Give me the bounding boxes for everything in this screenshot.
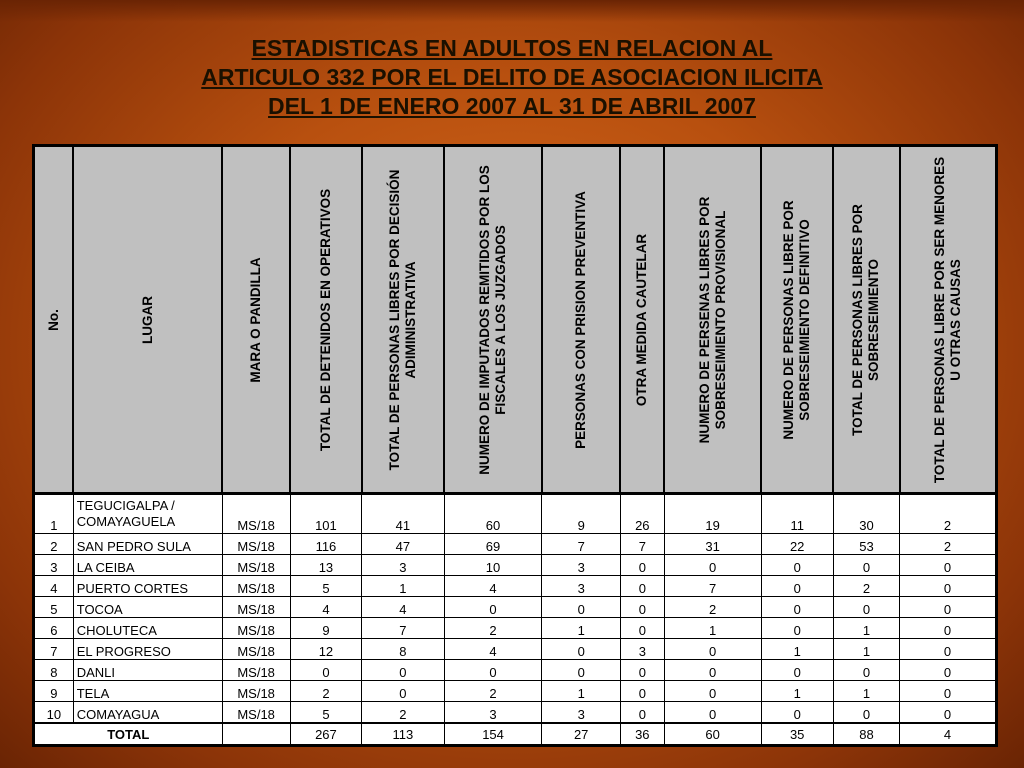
col-header-libres-admin: TOTAL DE PERSONAS LIBRES POR DECISIÓN ADIMINISTRATIVA — [362, 146, 445, 494]
table-row — [34, 494, 997, 534]
total-prision: 27 — [542, 723, 620, 746]
cell-total-sob: 0 — [833, 660, 899, 681]
cell-imputados: 10 — [444, 555, 542, 576]
cell-imputados: 69 — [444, 534, 542, 555]
total-libres-admin: 113 — [362, 723, 445, 746]
cell-lugar: CHOLUTECA — [73, 618, 222, 639]
cell-otra: 3 — [620, 639, 664, 660]
cell-imputados: 0 — [444, 660, 542, 681]
cell-detenidos: 2 — [290, 681, 361, 702]
cell-sob-prov: 19 — [664, 494, 761, 534]
table-row — [34, 555, 997, 576]
statistics-table — [32, 144, 998, 747]
cell-no: 9 — [34, 681, 74, 702]
cell-sob-def: 0 — [761, 576, 833, 597]
cell-prision: 3 — [542, 702, 620, 724]
cell-lugar: DANLI — [73, 660, 222, 681]
cell-prision: 9 — [542, 494, 620, 534]
cell-total-sob: 0 — [833, 597, 899, 618]
cell-mara: MS/18 — [222, 639, 290, 660]
cell-imputados: 4 — [444, 576, 542, 597]
cell-menores: 0 — [900, 639, 997, 660]
total-total-sob: 88 — [833, 723, 899, 746]
table-row — [34, 618, 997, 639]
table-row — [34, 660, 997, 681]
cell-sob-prov: 7 — [664, 576, 761, 597]
cell-prision: 1 — [542, 681, 620, 702]
cell-no: 8 — [34, 660, 74, 681]
cell-sob-def: 1 — [761, 639, 833, 660]
cell-mara: MS/18 — [222, 702, 290, 724]
cell-menores: 0 — [900, 618, 997, 639]
cell-detenidos: 12 — [290, 639, 361, 660]
cell-sob-prov: 0 — [664, 555, 761, 576]
cell-mara: MS/18 — [222, 618, 290, 639]
cell-prision: 3 — [542, 576, 620, 597]
cell-libres-admin: 0 — [362, 660, 445, 681]
col-header-otra-medida: OTRA MEDIDA CAUTELAR — [620, 146, 664, 494]
cell-menores: 0 — [900, 576, 997, 597]
cell-otra: 0 — [620, 660, 664, 681]
cell-libres-admin: 3 — [362, 555, 445, 576]
cell-prision: 0 — [542, 639, 620, 660]
cell-lugar: SAN PEDRO SULA — [73, 534, 222, 555]
cell-libres-admin: 4 — [362, 597, 445, 618]
table-row — [34, 576, 997, 597]
cell-mara: MS/18 — [222, 576, 290, 597]
cell-otra: 0 — [620, 576, 664, 597]
cell-sob-def: 0 — [761, 618, 833, 639]
cell-menores: 0 — [900, 555, 997, 576]
cell-otra: 0 — [620, 597, 664, 618]
cell-otra: 7 — [620, 534, 664, 555]
table-row — [34, 534, 997, 555]
cell-detenidos: 5 — [290, 702, 361, 724]
cell-mara: MS/18 — [222, 534, 290, 555]
cell-mara: MS/18 — [222, 597, 290, 618]
title-line-2: ARTICULO 332 POR EL DELITO DE ASOCIACION ILICITA — [201, 64, 823, 90]
cell-libres-admin: 1 — [362, 576, 445, 597]
cell-prision: 3 — [542, 555, 620, 576]
col-header-prision: PERSONAS CON PRISION PREVENTIVA — [542, 146, 620, 494]
cell-imputados: 3 — [444, 702, 542, 724]
col-header-no: No. — [34, 146, 74, 494]
cell-sob-def: 0 — [761, 597, 833, 618]
slide-title — [40, 34, 984, 121]
cell-sob-def: 0 — [761, 555, 833, 576]
total-imputados: 154 — [444, 723, 542, 746]
col-header-sob-definitivo: NUMERO DE PERSONAS LIBRE POR SOBRESEIMIENTO DEFINITIVO — [761, 146, 833, 494]
cell-total-sob: 0 — [833, 555, 899, 576]
total-sob-prov: 60 — [664, 723, 761, 746]
col-header-menores: TOTAL DE PERSONAS LIBRE POR SER MENORES U OTRAS CAUSAS — [900, 146, 997, 494]
cell-lugar: EL PROGRESO — [73, 639, 222, 660]
cell-detenidos: 0 — [290, 660, 361, 681]
cell-total-sob: 2 — [833, 576, 899, 597]
cell-total-sob: 1 — [833, 618, 899, 639]
cell-lugar: LA CEIBA — [73, 555, 222, 576]
total-detenidos: 267 — [290, 723, 361, 746]
col-header-sob-provisional: NUMERO DE PERSENAS LIBRES POR SOBRESEIMIENTO PROVISIONAL — [664, 146, 761, 494]
col-header-imputados: NUMERO DE IMPUTADOS REMITIDOS POR LOS FISCALES A LOS JUZGADOS — [444, 146, 542, 494]
col-header-mara: MARA O PANDILLA — [222, 146, 290, 494]
cell-detenidos: 5 — [290, 576, 361, 597]
cell-detenidos: 4 — [290, 597, 361, 618]
cell-menores: 0 — [900, 702, 997, 724]
cell-sob-prov: 1 — [664, 618, 761, 639]
cell-otra: 26 — [620, 494, 664, 534]
cell-sob-prov: 0 — [664, 639, 761, 660]
cell-menores: 0 — [900, 597, 997, 618]
cell-imputados: 2 — [444, 681, 542, 702]
total-sob-def: 35 — [761, 723, 833, 746]
col-header-total-sob: TOTAL DE PERSONAS LIBRES POR SOBRESEIMIENTO — [833, 146, 899, 494]
header-row — [34, 146, 997, 494]
cell-lugar: TOCOA — [73, 597, 222, 618]
cell-prision: 0 — [542, 660, 620, 681]
cell-no: 10 — [34, 702, 74, 724]
cell-sob-prov: 31 — [664, 534, 761, 555]
top-shade — [0, 0, 1024, 22]
cell-lugar: TEGUCIGALPA / COMAYAGUELA — [73, 494, 222, 534]
cell-total-sob: 0 — [833, 702, 899, 724]
cell-mara: MS/18 — [222, 681, 290, 702]
cell-imputados: 2 — [444, 618, 542, 639]
cell-sob-def: 1 — [761, 681, 833, 702]
cell-otra: 0 — [620, 702, 664, 724]
cell-imputados: 0 — [444, 597, 542, 618]
cell-menores: 0 — [900, 681, 997, 702]
cell-mara: MS/18 — [222, 494, 290, 534]
total-label: TOTAL — [34, 723, 223, 746]
totals-row — [34, 723, 997, 746]
cell-sob-prov: 2 — [664, 597, 761, 618]
cell-mara: MS/18 — [222, 555, 290, 576]
total-otra: 36 — [620, 723, 664, 746]
cell-libres-admin: 2 — [362, 702, 445, 724]
cell-prision: 1 — [542, 618, 620, 639]
cell-total-sob: 30 — [833, 494, 899, 534]
cell-sob-prov: 0 — [664, 681, 761, 702]
cell-sob-def: 0 — [761, 660, 833, 681]
cell-lugar: TELA — [73, 681, 222, 702]
cell-prision: 0 — [542, 597, 620, 618]
cell-no: 1 — [34, 494, 74, 534]
col-header-detenidos: TOTAL DE DETENIDOS EN OPERATIVOS — [290, 146, 361, 494]
cell-no: 5 — [34, 597, 74, 618]
cell-no: 6 — [34, 618, 74, 639]
cell-detenidos: 9 — [290, 618, 361, 639]
table-row — [34, 597, 997, 618]
cell-libres-admin: 7 — [362, 618, 445, 639]
cell-detenidos: 116 — [290, 534, 361, 555]
cell-total-sob: 53 — [833, 534, 899, 555]
cell-sob-def: 22 — [761, 534, 833, 555]
cell-no: 3 — [34, 555, 74, 576]
cell-menores: 2 — [900, 534, 997, 555]
cell-sob-prov: 0 — [664, 702, 761, 724]
cell-libres-admin: 0 — [362, 681, 445, 702]
cell-sob-def: 11 — [761, 494, 833, 534]
cell-otra: 0 — [620, 618, 664, 639]
table-row — [34, 681, 997, 702]
cell-mara: MS/18 — [222, 660, 290, 681]
cell-detenidos: 101 — [290, 494, 361, 534]
cell-detenidos: 13 — [290, 555, 361, 576]
cell-menores: 2 — [900, 494, 997, 534]
title-line-1: ESTADISTICAS EN ADULTOS EN RELACION AL — [251, 35, 773, 61]
cell-no: 7 — [34, 639, 74, 660]
cell-libres-admin: 41 — [362, 494, 445, 534]
table-row — [34, 639, 997, 660]
cell-libres-admin: 8 — [362, 639, 445, 660]
cell-imputados: 60 — [444, 494, 542, 534]
cell-no: 4 — [34, 576, 74, 597]
cell-no: 2 — [34, 534, 74, 555]
col-header-lugar: LUGAR — [73, 146, 222, 494]
cell-total-sob: 1 — [833, 681, 899, 702]
cell-lugar: COMAYAGUA — [73, 702, 222, 724]
cell-otra: 0 — [620, 681, 664, 702]
total-mara — [222, 723, 290, 746]
cell-libres-admin: 47 — [362, 534, 445, 555]
cell-otra: 0 — [620, 555, 664, 576]
cell-lugar: PUERTO CORTES — [73, 576, 222, 597]
title-line-3: DEL 1 DE ENERO 2007 AL 31 DE ABRIL 2007 — [268, 93, 756, 119]
cell-menores: 0 — [900, 660, 997, 681]
table-row — [34, 702, 997, 724]
cell-sob-prov: 0 — [664, 660, 761, 681]
cell-prision: 7 — [542, 534, 620, 555]
cell-total-sob: 1 — [833, 639, 899, 660]
cell-sob-def: 0 — [761, 702, 833, 724]
total-menores: 4 — [900, 723, 997, 746]
cell-imputados: 4 — [444, 639, 542, 660]
